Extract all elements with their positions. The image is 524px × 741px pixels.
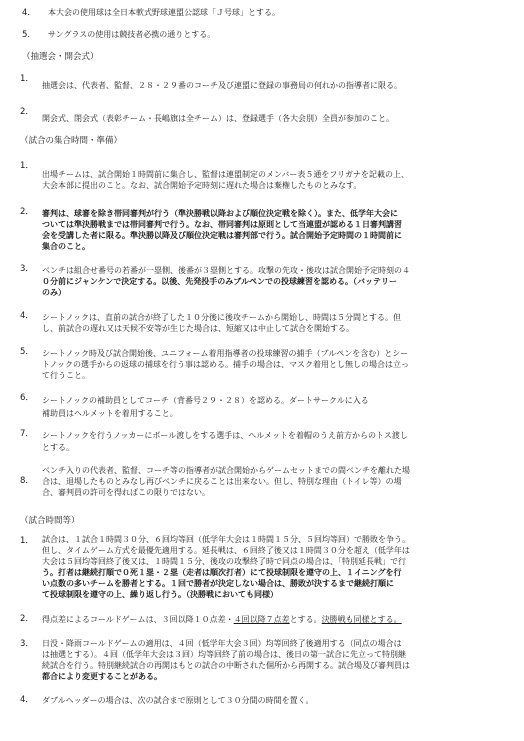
rule-umpire-line: 会を受講した者に限る。準決勝以降及び順位決定戦は審判部で行う。試合開始予定時間の１時間前に	[42, 231, 402, 240]
rule-called-game-c: とする。	[289, 615, 322, 624]
rule-ceremony: 開会式、閉会式（表彰チーム・長嶋旗は全チーム）は、登録選手（各大会別）全員が参加のこと。	[42, 114, 394, 123]
rule-catcher-line: シートノック時及び試合開始後、ユニフォーム着用指導者の投球練習の捕手（ブルペンを含む）とシー	[42, 349, 409, 358]
item-number: 4．	[20, 311, 34, 321]
item-number: 2．	[20, 614, 34, 624]
item-number: 2．	[20, 107, 34, 117]
rule-catcher-line: トノックの選手からの返球の捕球を行う事は認める。捕手の場合は、マスク着用とし無しの場合は立っ	[42, 360, 409, 369]
rule-umpire-line: 審判は、球審を除き帯同審判が行う（準決勝戦以降および順位決定戦を除く）。また、低学年大会に	[42, 209, 398, 218]
item-number: 1．	[20, 74, 34, 84]
rule-sunglasses: サングラスの使用は競技者必携の通りとする。	[48, 30, 216, 39]
rule-sunset-line: 都合により変更することがある。	[42, 672, 162, 681]
rule-game-time-line: て投球制限を遵守の上、繰り返し行う。（決勝戦においても同様）	[42, 590, 278, 599]
section-heading-assembly: （試合の集合時間・準備）	[20, 136, 123, 146]
rule-sunset-line: は抽選とする）。４回（低学年大会は３回）均等回終了前の場合は、後日の第一試合に先立って特別継	[42, 650, 406, 659]
rule-game-time-line: う。打者は継続打順で０死１塁・２塁（走者は順次打者）にて投球制限を遵守の上、１イニングを行	[42, 568, 402, 577]
item-number: 1．	[20, 536, 34, 546]
item-number: 7．	[20, 429, 34, 439]
item-number: 3．	[20, 639, 34, 649]
rule-called-game	[42, 615, 402, 626]
item-number: 4．	[20, 695, 34, 705]
rule-game-time-line: 試合は、１試合１時間３０分、６回均等回（低学年大会は１時間１５分、５回均等回）で勝敗を争う。	[42, 535, 410, 544]
rule-called-game-a: 得点差によるコールドゲームは、３回以降１０点差・	[42, 615, 234, 624]
section-heading-time: （試合時間等）	[20, 516, 80, 526]
rule-sheetknock-line: し、前試合の遅れ又は天候不安等が生じた場合は、短縮又は中止して試合を開始する。	[42, 324, 354, 333]
item-number: 3．	[20, 264, 34, 274]
rule-called-game-b: ４回以降７点差	[233, 615, 290, 624]
rule-assistant-line: シートノックの補助員としてコーチ（背番号２９・２８）を認める。ダートサークルに入る	[42, 396, 369, 405]
rule-umpire-line: 集合のこと。	[42, 242, 90, 251]
rule-bench-line: ベンチは組合せ番号の若番が一塁側、後番が３塁側とする。攻撃の先攻・後攻は試合開始予定時刻の４	[42, 266, 410, 275]
rule-assistant-line: 補助員はヘルメットを着用すること。	[42, 409, 178, 418]
rule-bench-line: のみ）	[42, 288, 66, 297]
rule-tosser-line: とする。	[42, 443, 74, 452]
rule-catcher-line: て行うこと。	[42, 371, 90, 380]
item-number: 5．	[22, 30, 36, 40]
rule-bench-line: ０分前にジャンケンで決定する。以後、先発投手のみブルペンでの投球練習を認める。（バッテリー	[42, 277, 397, 286]
rule-game-time-line: 大会は５回均等回終了後又は、１時間１５分、後攻の攻撃終了時で同点の場合は、「特別延長戦」で行	[42, 557, 406, 566]
rule-assembly-line: 出場チームは、試合開始１時間前に集合し、監督は連盟制定のメンバー表５通をフリガナを記載の上、	[42, 170, 410, 179]
rule-game-time-line: い点数の多いチームを勝者とする。１回で勝者が決定しない場合は、勝敗が決するまで継続打順に	[42, 579, 394, 588]
section-heading-lottery: （抽選会・開会式）	[22, 52, 99, 62]
rule-leave-bench-line: 合は、退場したものとみなし再びベンチに戻ることは出来ない。但し、特別な理由（トイレ等）の場	[42, 477, 402, 486]
item-number: 1．	[20, 161, 34, 171]
item-number: 8．	[20, 476, 34, 486]
rule-ball: 本大会の使用球は全日本軟式野球連盟公認球「Ｊ号球」とする。	[48, 8, 280, 17]
rule-leave-bench-line: ベンチ入りの代表者、監督、コーチ等の指導者が試合開始からゲームセットまでの間ベンチを離れた場	[42, 466, 410, 475]
rule-umpire-line: ついては準決勝戦までは帯同審判で行う。なお、帯同審判は原則として当連盟が認める１日審判講習	[42, 220, 402, 229]
rule-called-game-d: 決勝戦も同様とする。	[321, 615, 402, 624]
rule-sheetknock-line: シートノックは、直前の試合が終了した１０分後に後攻チームから開始し、時間は５分間とする。但	[42, 313, 401, 322]
item-number: 2．	[20, 207, 34, 217]
rule-assembly-line: 大会本部に提出のこと。なお、試合開始予定時刻に遅れた場合は棄権したものとみなす。	[42, 181, 362, 190]
rule-double-header: ダブルヘッダーの場合は、次の試合まで原則として３０分間の時間を置く。	[42, 696, 314, 705]
rule-leave-bench-line: 合、審判員の許可を得ればこの限りではない。	[42, 488, 210, 497]
rule-game-time-line: 但し、タイムゲーム方式を最優先適用する。延長戦は、６回終了後又は１時間３０分を超え（低学年は	[42, 546, 410, 555]
item-number: 6．	[20, 393, 34, 403]
rule-sunset-line: 日没・降雨コールドゲームの適用は、４回（低学年大会３回）均等回終了後適用する（同点の場合は	[42, 639, 402, 648]
item-number: 4．	[22, 8, 36, 18]
rule-sunset-line: 続試合を行う。特別継続試合の再開はもとの試合の中断された個所から再開する。試合場及び審判員は	[42, 661, 410, 670]
rule-lottery-attendees: 抽選会は、代表者、監督、２８・２９番のコーチ及び連盟に登録の事務局の何れかの指導者に限る。	[42, 81, 402, 90]
item-number: 5．	[20, 347, 34, 357]
rule-tosser-line: シートノックを行うノッカーにボール渡しをする選手は、ヘルメットを着帽のうえ前方からのトス渡し	[42, 431, 408, 440]
